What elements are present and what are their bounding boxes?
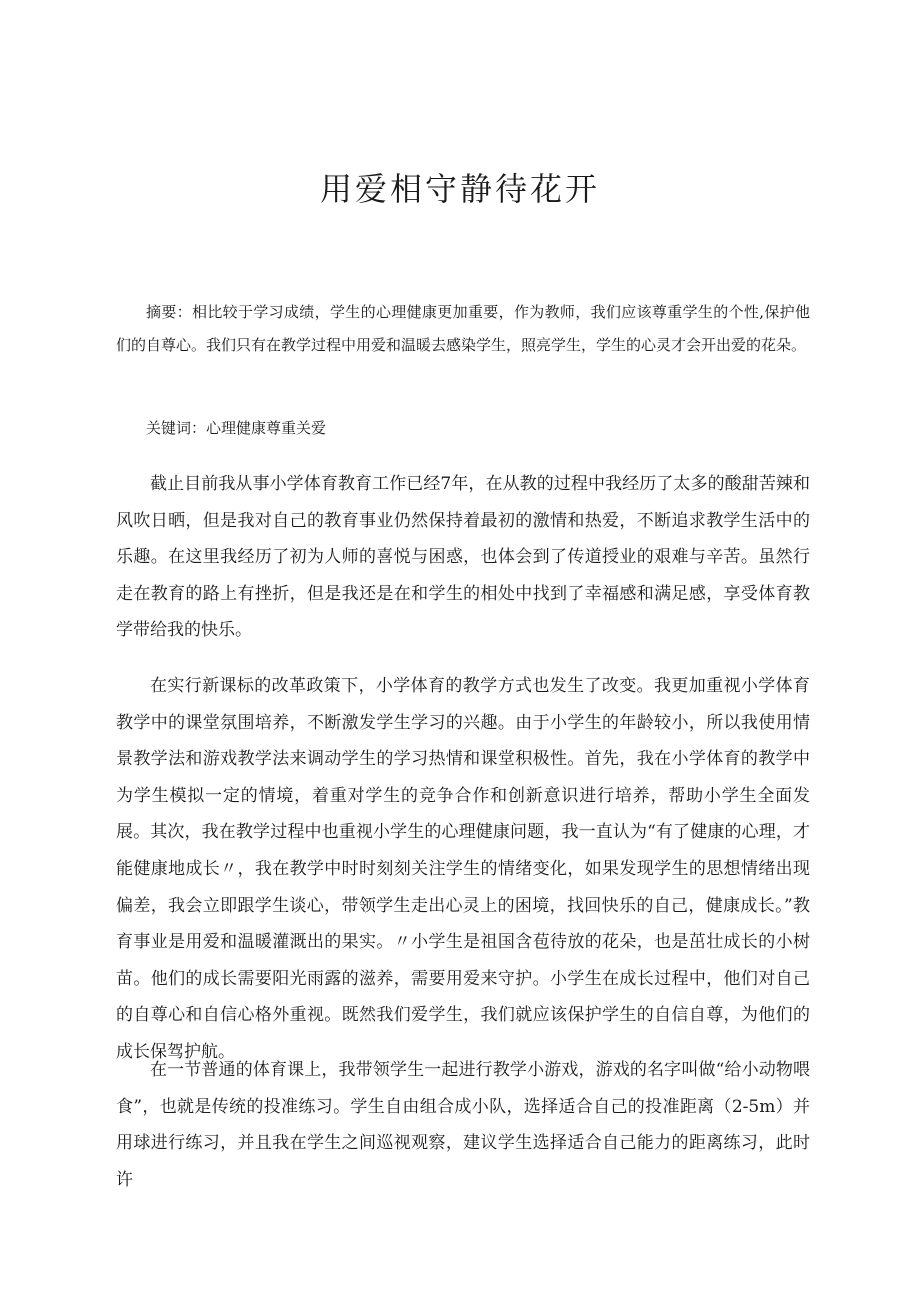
keywords-line: 关键词：心理健康尊重关爱 — [146, 419, 327, 437]
body-paragraph-1: 截止目前我从事小学体育教育工作已经7年，在从教的过程中我经历了太多的酸甜苦辣和风吹日晒，但是我对自己的教育事业仍然保持着最初的激情和热爱，不断追求教学生活中的乐趣。在这里我经历了初为人师的喜悦与困惑，也体会到了传道授业的艰难与辛苦。虽然行走在教育的路上有挫折，但是我还是在和学生的相处中找到了幸福感和满足感，享受体育教学带给我的快乐。 — [116, 474, 810, 641]
body-paragraph-3: 在一节普通的体育课上，我带领学生一起进行教学小游戏，游戏的名字叫做“给小动物喂食”，也就是传统的投准练习。学生自由组合成小队，选择适合自己的投准距离（2-5m）并用球进行练习，并且我在学生之间巡视观察，建议学生选择适合自己能力的距离练习，此时许 — [116, 1060, 810, 1190]
abstract-paragraph: 摘要：相比较于学习成绩，学生的心理健康更加重要，作为教师，我们应该尊重学生的个性,保护他们的自尊心。我们只有在教学过程中用爱和温暖去感染学生，照亮学生，学生的心灵才会开出爱的花朵。 — [116, 303, 810, 354]
document-title: 用爱相守静待花开 — [319, 170, 600, 208]
body-paragraph-2: 在实行新课标的改革政策下，小学体育的教学方式也发生了改变。我更加重视小学体育教学中的课堂氛围培养，不断激发学生学习的兴趣。由于小学生的年龄较小，所以我使用情景教学法和游戏教学法来调动学生的学习热情和课堂积极性。首先，我在小学体育的教学中为学生模拟一定的情境，着重对学生的竞争合作和创新意识进行培养，帮助小学生全面发展。其次，我在教学过程中也重视小学生的心理健康问题，我一直认为“有了健康的心理，才能健康地成长〃，我在教学中时时刻刻关注学生的情绪变化，如果发现学生的思想情绪出现偏差，我会立即跟学生谈心，带领学生走出心灵上的困境，找回快乐的自己，健康成长。”教育事业是用爱和温暖灌溉出的果实。〃小学生是祖国含苞待放的花朵，也是茁壮成长的小树苗。他们的成长需要阳光雨露的滋养，需要用爱来守护。小学生在成长过程中，他们对自己的自尊心和自信心格外重视。既然我们爱学生，我们就应该保护学生的自信自尊，为他们的成长保驾护航。 — [116, 676, 810, 1062]
